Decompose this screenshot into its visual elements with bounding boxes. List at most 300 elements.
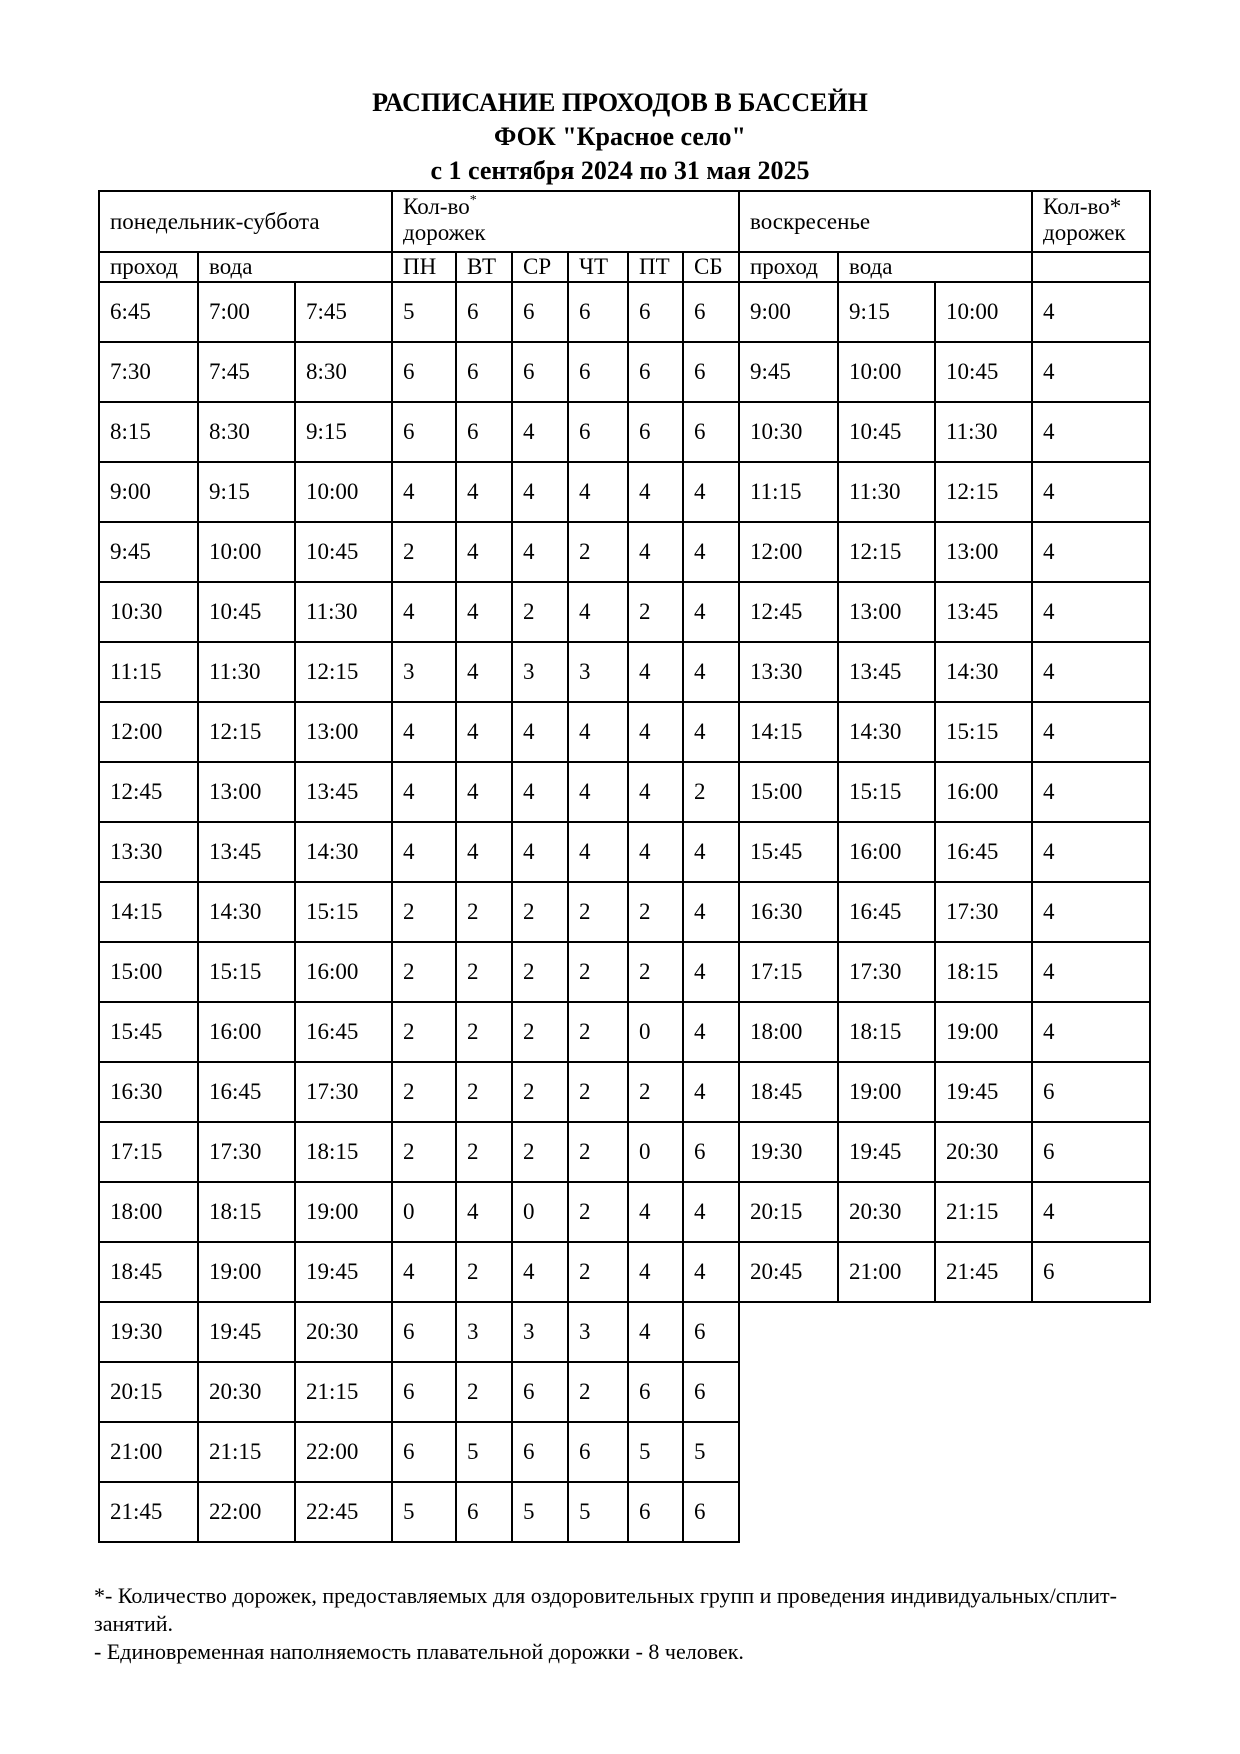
day-header-thu: ЧТ bbox=[568, 252, 628, 282]
lanes-wed: 2 bbox=[512, 1002, 568, 1062]
lanes-thu: 3 bbox=[568, 642, 628, 702]
document-title bbox=[0, 86, 1240, 188]
lanes-mon: 4 bbox=[392, 822, 456, 882]
lanes-thu: 2 bbox=[568, 1002, 628, 1062]
weekday-water-in-time: 10:45 bbox=[198, 582, 295, 642]
weekday-water-in-time: 17:30 bbox=[198, 1122, 295, 1182]
empty-cell bbox=[1032, 1422, 1150, 1482]
weekday-pass-time: 8:15 bbox=[99, 402, 198, 462]
lanes-sat: 4 bbox=[683, 462, 739, 522]
lanes-tue: 4 bbox=[456, 702, 512, 762]
lanes-fri: 6 bbox=[628, 282, 683, 342]
lanes-mon: 2 bbox=[392, 882, 456, 942]
lanes-tue: 2 bbox=[456, 882, 512, 942]
lanes-wed: 4 bbox=[512, 702, 568, 762]
weekday-water-in-time: 11:30 bbox=[198, 642, 295, 702]
table-row bbox=[99, 822, 1150, 882]
sunday-water-in-time: 21:00 bbox=[838, 1242, 935, 1302]
sunday-water-in-time: 10:00 bbox=[838, 342, 935, 402]
sunday-lanes: 4 bbox=[1032, 942, 1150, 1002]
table-row bbox=[99, 342, 1150, 402]
lanes-mon: 4 bbox=[392, 1242, 456, 1302]
weekday-pass-time: 18:00 bbox=[99, 1182, 198, 1242]
sunday-water-in-time: 19:00 bbox=[838, 1062, 935, 1122]
weekday-water-out-time: 8:30 bbox=[295, 342, 392, 402]
empty-cell bbox=[739, 1482, 838, 1542]
sunday-lanes-header-label-2: дорожек bbox=[1043, 220, 1126, 245]
lanes-fri: 4 bbox=[628, 1242, 683, 1302]
sunday-water-in-time: 14:30 bbox=[838, 702, 935, 762]
lanes-thu: 2 bbox=[568, 522, 628, 582]
weekday-water-in-time: 19:45 bbox=[198, 1302, 295, 1362]
sunday-lanes-header bbox=[1032, 191, 1150, 252]
sunday-lanes: 4 bbox=[1032, 342, 1150, 402]
lanes-fri: 0 bbox=[628, 1002, 683, 1062]
sunday-water-in-time: 18:15 bbox=[838, 1002, 935, 1062]
sunday-water-in-time: 13:00 bbox=[838, 582, 935, 642]
table-row bbox=[99, 1482, 1150, 1542]
sunday-water-out-time: 21:15 bbox=[935, 1182, 1032, 1242]
sunday-water-in-time: 9:15 bbox=[838, 282, 935, 342]
lanes-sat: 6 bbox=[683, 1302, 739, 1362]
weekday-water-in-time: 13:00 bbox=[198, 762, 295, 822]
table-row bbox=[99, 1062, 1150, 1122]
lanes-header bbox=[392, 191, 739, 252]
weekday-pass-time: 20:15 bbox=[99, 1362, 198, 1422]
weekday-water-out-time: 18:15 bbox=[295, 1122, 392, 1182]
sunday-water-out-time: 10:45 bbox=[935, 342, 1032, 402]
lanes-sat: 5 bbox=[683, 1422, 739, 1482]
sunday-pass-time: 18:45 bbox=[739, 1062, 838, 1122]
lanes-tue: 6 bbox=[456, 1482, 512, 1542]
weekday-water-in-time: 14:30 bbox=[198, 882, 295, 942]
lanes-mon: 6 bbox=[392, 1362, 456, 1422]
lanes-mon: 6 bbox=[392, 342, 456, 402]
lanes-wed: 3 bbox=[512, 1302, 568, 1362]
sunday-pass-time: 9:45 bbox=[739, 342, 838, 402]
sunday-pass-time: 19:30 bbox=[739, 1122, 838, 1182]
empty-cell bbox=[838, 1482, 935, 1542]
sunday-pass-time: 10:30 bbox=[739, 402, 838, 462]
sunday-lanes: 4 bbox=[1032, 1002, 1150, 1062]
sunday-lanes: 4 bbox=[1032, 282, 1150, 342]
sunday-lanes: 4 bbox=[1032, 1182, 1150, 1242]
lanes-fri: 6 bbox=[628, 1362, 683, 1422]
lanes-thu: 4 bbox=[568, 822, 628, 882]
lanes-sat: 6 bbox=[683, 1122, 739, 1182]
sunday-pass-time: 9:00 bbox=[739, 282, 838, 342]
lanes-wed: 2 bbox=[512, 1122, 568, 1182]
lanes-sat: 4 bbox=[683, 1242, 739, 1302]
sunday-pass-time: 15:00 bbox=[739, 762, 838, 822]
lanes-mon: 2 bbox=[392, 942, 456, 1002]
lanes-wed: 4 bbox=[512, 462, 568, 522]
lanes-sat: 4 bbox=[683, 1002, 739, 1062]
lanes-wed: 4 bbox=[512, 762, 568, 822]
empty-cell bbox=[1032, 1302, 1150, 1362]
lanes-fri: 0 bbox=[628, 1122, 683, 1182]
sunday-pass-time: 18:00 bbox=[739, 1002, 838, 1062]
weekday-pass-time: 21:45 bbox=[99, 1482, 198, 1542]
weekday-water-out-time: 11:30 bbox=[295, 582, 392, 642]
sunday-water-out-time: 10:00 bbox=[935, 282, 1032, 342]
empty-cell bbox=[838, 1362, 935, 1422]
lanes-tue: 2 bbox=[456, 1002, 512, 1062]
lanes-thu: 6 bbox=[568, 402, 628, 462]
table-row bbox=[99, 1122, 1150, 1182]
sunday-lanes: 4 bbox=[1032, 702, 1150, 762]
sunday-water-out-time: 16:45 bbox=[935, 822, 1032, 882]
lanes-fri: 2 bbox=[628, 1062, 683, 1122]
lanes-wed: 6 bbox=[512, 1362, 568, 1422]
lanes-thu: 2 bbox=[568, 942, 628, 1002]
lanes-thu: 4 bbox=[568, 762, 628, 822]
lanes-thu: 6 bbox=[568, 342, 628, 402]
lanes-sat: 4 bbox=[683, 522, 739, 582]
sunday-lanes: 4 bbox=[1032, 642, 1150, 702]
sunday-water-in-time: 17:30 bbox=[838, 942, 935, 1002]
sunday-water-out-time: 14:30 bbox=[935, 642, 1032, 702]
lanes-mon: 6 bbox=[392, 1422, 456, 1482]
sunday-water-out-time: 18:15 bbox=[935, 942, 1032, 1002]
weekday-pass-time: 18:45 bbox=[99, 1242, 198, 1302]
sunday-water-out-time: 21:45 bbox=[935, 1242, 1032, 1302]
weekday-water-out-time: 7:45 bbox=[295, 282, 392, 342]
lanes-wed: 4 bbox=[512, 402, 568, 462]
lanes-sat: 4 bbox=[683, 1182, 739, 1242]
sunday-water-out-time: 17:30 bbox=[935, 882, 1032, 942]
weekday-water-out-time: 20:30 bbox=[295, 1302, 392, 1362]
sunday-pass-time: 12:00 bbox=[739, 522, 838, 582]
lanes-wed: 6 bbox=[512, 282, 568, 342]
pass-header: проход bbox=[99, 252, 198, 282]
lanes-sat: 6 bbox=[683, 402, 739, 462]
weekday-water-in-time: 8:30 bbox=[198, 402, 295, 462]
lanes-wed: 4 bbox=[512, 522, 568, 582]
weekday-water-in-time: 21:15 bbox=[198, 1422, 295, 1482]
table-row bbox=[99, 1362, 1150, 1422]
lanes-tue: 4 bbox=[456, 462, 512, 522]
weekday-water-in-time: 15:15 bbox=[198, 942, 295, 1002]
lanes-tue: 4 bbox=[456, 582, 512, 642]
table-row bbox=[99, 582, 1150, 642]
lanes-fri: 4 bbox=[628, 642, 683, 702]
sunday-pass-time: 16:30 bbox=[739, 882, 838, 942]
table-row bbox=[99, 1002, 1150, 1062]
lanes-fri: 5 bbox=[628, 1422, 683, 1482]
sunday-water-in-time: 20:30 bbox=[838, 1182, 935, 1242]
lanes-wed: 3 bbox=[512, 642, 568, 702]
lanes-fri: 4 bbox=[628, 522, 683, 582]
empty-cell bbox=[838, 1302, 935, 1362]
day-header-sat: СБ bbox=[683, 252, 739, 282]
lanes-tue: 4 bbox=[456, 822, 512, 882]
empty-cell bbox=[935, 1362, 1032, 1422]
sunday-lanes: 4 bbox=[1032, 462, 1150, 522]
lanes-wed: 2 bbox=[512, 582, 568, 642]
lanes-thu: 2 bbox=[568, 882, 628, 942]
lanes-sat: 4 bbox=[683, 702, 739, 762]
lanes-tue: 6 bbox=[456, 282, 512, 342]
weekday-pass-time: 12:00 bbox=[99, 702, 198, 762]
sunday-lanes-header-label: Кол-во* bbox=[1043, 194, 1122, 219]
sunday-water-in-time: 16:45 bbox=[838, 882, 935, 942]
table-row bbox=[99, 762, 1150, 822]
title-line-1: РАСПИСАНИЕ ПРОХОДОВ В БАССЕЙН bbox=[372, 88, 868, 117]
empty-cell bbox=[739, 1302, 838, 1362]
lanes-sat: 4 bbox=[683, 642, 739, 702]
table-row bbox=[99, 1422, 1150, 1482]
weekday-pass-time: 17:15 bbox=[99, 1122, 198, 1182]
weekday-pass-time: 12:45 bbox=[99, 762, 198, 822]
lanes-tue: 2 bbox=[456, 1242, 512, 1302]
table-row bbox=[99, 702, 1150, 762]
weekday-water-in-time: 7:00 bbox=[198, 282, 295, 342]
lanes-fri: 4 bbox=[628, 462, 683, 522]
sunday-pass-time: 13:30 bbox=[739, 642, 838, 702]
lanes-thu: 4 bbox=[568, 702, 628, 762]
lanes-thu: 2 bbox=[568, 1182, 628, 1242]
footnote-capacity: - Единовременная наполняемость плавательной дорожки - 8 человек. bbox=[94, 1639, 744, 1664]
weekday-water-out-time: 14:30 bbox=[295, 822, 392, 882]
weekday-water-in-time: 13:45 bbox=[198, 822, 295, 882]
lanes-header-label: Кол-во bbox=[403, 194, 470, 219]
sunday-water-in-time: 11:30 bbox=[838, 462, 935, 522]
header-row-1 bbox=[99, 191, 1150, 252]
sunday-water-out-time: 12:15 bbox=[935, 462, 1032, 522]
sunday-water-out-time: 20:30 bbox=[935, 1122, 1032, 1182]
lanes-thu: 2 bbox=[568, 1062, 628, 1122]
lanes-mon: 4 bbox=[392, 762, 456, 822]
weekday-water-out-time: 13:45 bbox=[295, 762, 392, 822]
empty-cell bbox=[935, 1422, 1032, 1482]
sunday-water-out-time: 11:30 bbox=[935, 402, 1032, 462]
sunday-water-header: вода bbox=[838, 252, 1032, 282]
lanes-mon: 5 bbox=[392, 1482, 456, 1542]
lanes-footnote-mark: * bbox=[469, 193, 477, 208]
lanes-fri: 4 bbox=[628, 762, 683, 822]
table-row bbox=[99, 1242, 1150, 1302]
weekday-water-out-time: 12:15 bbox=[295, 642, 392, 702]
lanes-thu: 6 bbox=[568, 1422, 628, 1482]
lanes-fri: 4 bbox=[628, 702, 683, 762]
sunday-pass-time: 17:15 bbox=[739, 942, 838, 1002]
lanes-sat: 6 bbox=[683, 1362, 739, 1422]
sunday-water-out-time: 19:00 bbox=[935, 1002, 1032, 1062]
sunday-pass-time: 11:15 bbox=[739, 462, 838, 522]
lanes-wed: 2 bbox=[512, 882, 568, 942]
lanes-tue: 3 bbox=[456, 1302, 512, 1362]
weekday-pass-time: 13:30 bbox=[99, 822, 198, 882]
weekday-pass-time: 16:30 bbox=[99, 1062, 198, 1122]
sunday-pass-header: проход bbox=[739, 252, 838, 282]
schedule-table bbox=[98, 190, 1151, 1543]
table-row bbox=[99, 522, 1150, 582]
lanes-wed: 2 bbox=[512, 1062, 568, 1122]
sunday-water-out-time: 19:45 bbox=[935, 1062, 1032, 1122]
sunday-header: воскресенье bbox=[739, 191, 1032, 252]
lanes-mon: 4 bbox=[392, 462, 456, 522]
weekday-water-out-time: 16:00 bbox=[295, 942, 392, 1002]
empty-cell bbox=[739, 1422, 838, 1482]
weekday-water-in-time: 10:00 bbox=[198, 522, 295, 582]
lanes-mon: 5 bbox=[392, 282, 456, 342]
lanes-tue: 4 bbox=[456, 762, 512, 822]
weekday-water-in-time: 12:15 bbox=[198, 702, 295, 762]
empty-cell bbox=[838, 1422, 935, 1482]
table-row bbox=[99, 882, 1150, 942]
weekday-water-out-time: 21:15 bbox=[295, 1362, 392, 1422]
lanes-mon: 3 bbox=[392, 642, 456, 702]
day-header-tue: ВТ bbox=[456, 252, 512, 282]
lanes-thu: 4 bbox=[568, 582, 628, 642]
lanes-fri: 6 bbox=[628, 1482, 683, 1542]
header-row-2 bbox=[99, 252, 1150, 282]
lanes-fri: 4 bbox=[628, 822, 683, 882]
sunday-lanes: 6 bbox=[1032, 1062, 1150, 1122]
weekday-water-in-time: 20:30 bbox=[198, 1362, 295, 1422]
lanes-fri: 2 bbox=[628, 582, 683, 642]
weekday-pass-time: 11:15 bbox=[99, 642, 198, 702]
sunday-water-in-time: 19:45 bbox=[838, 1122, 935, 1182]
empty-cell bbox=[739, 1362, 838, 1422]
empty-cell bbox=[935, 1482, 1032, 1542]
weekday-water-in-time: 22:00 bbox=[198, 1482, 295, 1542]
lanes-mon: 2 bbox=[392, 1062, 456, 1122]
lanes-wed: 4 bbox=[512, 822, 568, 882]
sunday-pass-time: 12:45 bbox=[739, 582, 838, 642]
lanes-fri: 2 bbox=[628, 942, 683, 1002]
weekday-water-out-time: 22:00 bbox=[295, 1422, 392, 1482]
lanes-tue: 6 bbox=[456, 402, 512, 462]
lanes-tue: 4 bbox=[456, 1182, 512, 1242]
sunday-lanes: 4 bbox=[1032, 582, 1150, 642]
lanes-mon: 6 bbox=[392, 1302, 456, 1362]
day-header-mon: ПН bbox=[392, 252, 456, 282]
lanes-tue: 2 bbox=[456, 1062, 512, 1122]
lanes-tue: 4 bbox=[456, 522, 512, 582]
lanes-wed: 4 bbox=[512, 1242, 568, 1302]
empty-cell bbox=[1032, 1362, 1150, 1422]
footnotes bbox=[94, 1582, 1154, 1666]
sunday-lanes: 4 bbox=[1032, 762, 1150, 822]
sunday-pass-time: 20:15 bbox=[739, 1182, 838, 1242]
lanes-mon: 4 bbox=[392, 582, 456, 642]
lanes-tue: 4 bbox=[456, 642, 512, 702]
lanes-sat: 6 bbox=[683, 1482, 739, 1542]
lanes-thu: 2 bbox=[568, 1242, 628, 1302]
lanes-wed: 0 bbox=[512, 1182, 568, 1242]
day-header-wed: СР bbox=[512, 252, 568, 282]
lanes-thu: 5 bbox=[568, 1482, 628, 1542]
weekday-water-out-time: 13:00 bbox=[295, 702, 392, 762]
sunday-lanes: 4 bbox=[1032, 882, 1150, 942]
lanes-mon: 2 bbox=[392, 522, 456, 582]
lanes-mon: 4 bbox=[392, 702, 456, 762]
lanes-sat: 6 bbox=[683, 282, 739, 342]
lanes-fri: 6 bbox=[628, 402, 683, 462]
lanes-sat: 4 bbox=[683, 822, 739, 882]
sunday-lanes-subheader bbox=[1032, 252, 1150, 282]
sunday-pass-time: 20:45 bbox=[739, 1242, 838, 1302]
weekday-pass-time: 14:15 bbox=[99, 882, 198, 942]
weekday-pass-time: 19:30 bbox=[99, 1302, 198, 1362]
sunday-water-in-time: 10:45 bbox=[838, 402, 935, 462]
sunday-water-out-time: 13:45 bbox=[935, 582, 1032, 642]
lanes-tue: 6 bbox=[456, 342, 512, 402]
weekday-water-out-time: 15:15 bbox=[295, 882, 392, 942]
weekday-pass-time: 15:45 bbox=[99, 1002, 198, 1062]
weekday-pass-time: 10:30 bbox=[99, 582, 198, 642]
weekday-water-out-time: 16:45 bbox=[295, 1002, 392, 1062]
water-header: вода bbox=[198, 252, 392, 282]
sunday-water-in-time: 15:15 bbox=[838, 762, 935, 822]
lanes-thu: 6 bbox=[568, 282, 628, 342]
footnote-lanes: *- Количество дорожек, предоставляемых для оздоровительных групп и проведения индивидуальных/сплит-занятий. bbox=[94, 1583, 1117, 1636]
weekday-water-in-time: 16:00 bbox=[198, 1002, 295, 1062]
lanes-fri: 4 bbox=[628, 1302, 683, 1362]
lanes-mon: 2 bbox=[392, 1122, 456, 1182]
lanes-sat: 4 bbox=[683, 882, 739, 942]
lanes-sat: 4 bbox=[683, 582, 739, 642]
lanes-tue: 5 bbox=[456, 1422, 512, 1482]
weekday-water-in-time: 18:15 bbox=[198, 1182, 295, 1242]
weekday-water-in-time: 16:45 bbox=[198, 1062, 295, 1122]
sunday-water-in-time: 13:45 bbox=[838, 642, 935, 702]
table-row bbox=[99, 642, 1150, 702]
sunday-lanes: 6 bbox=[1032, 1122, 1150, 1182]
sunday-pass-time: 14:15 bbox=[739, 702, 838, 762]
lanes-thu: 2 bbox=[568, 1362, 628, 1422]
lanes-tue: 2 bbox=[456, 1122, 512, 1182]
lanes-tue: 2 bbox=[456, 942, 512, 1002]
weekday-pass-time: 21:00 bbox=[99, 1422, 198, 1482]
lanes-mon: 2 bbox=[392, 1002, 456, 1062]
table-row bbox=[99, 1182, 1150, 1242]
sunday-lanes: 4 bbox=[1032, 402, 1150, 462]
weekday-water-out-time: 22:45 bbox=[295, 1482, 392, 1542]
lanes-thu: 2 bbox=[568, 1122, 628, 1182]
sunday-pass-time: 15:45 bbox=[739, 822, 838, 882]
weekday-water-in-time: 19:00 bbox=[198, 1242, 295, 1302]
sunday-water-in-time: 12:15 bbox=[838, 522, 935, 582]
table-row bbox=[99, 1302, 1150, 1362]
lanes-header-label-2: дорожек bbox=[403, 220, 486, 245]
lanes-tue: 2 bbox=[456, 1362, 512, 1422]
sunday-water-in-time: 16:00 bbox=[838, 822, 935, 882]
table-row bbox=[99, 942, 1150, 1002]
weekday-header: понедельник-суббота bbox=[99, 191, 392, 252]
lanes-wed: 5 bbox=[512, 1482, 568, 1542]
weekday-water-out-time: 9:15 bbox=[295, 402, 392, 462]
table-row bbox=[99, 282, 1150, 342]
lanes-fri: 2 bbox=[628, 882, 683, 942]
sunday-lanes: 4 bbox=[1032, 522, 1150, 582]
weekday-pass-time: 6:45 bbox=[99, 282, 198, 342]
lanes-sat: 6 bbox=[683, 342, 739, 402]
lanes-sat: 2 bbox=[683, 762, 739, 822]
weekday-water-in-time: 9:15 bbox=[198, 462, 295, 522]
weekday-water-in-time: 7:45 bbox=[198, 342, 295, 402]
sunday-water-out-time: 16:00 bbox=[935, 762, 1032, 822]
lanes-sat: 4 bbox=[683, 942, 739, 1002]
lanes-wed: 2 bbox=[512, 942, 568, 1002]
table-row bbox=[99, 462, 1150, 522]
sunday-lanes: 6 bbox=[1032, 1242, 1150, 1302]
weekday-pass-time: 9:00 bbox=[99, 462, 198, 522]
sunday-lanes: 4 bbox=[1032, 822, 1150, 882]
day-header-fri: ПТ bbox=[628, 252, 683, 282]
